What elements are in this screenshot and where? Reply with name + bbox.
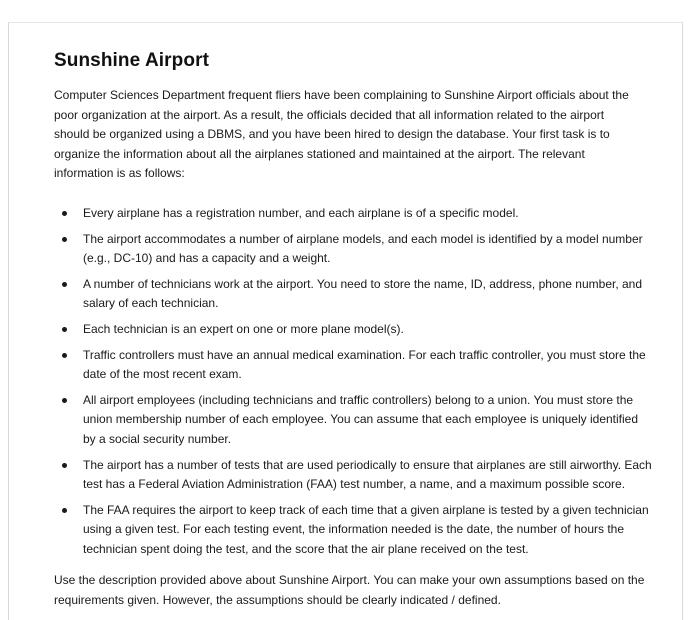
list-item-text: The FAA requires the airport to keep track of each time that a given airplane is tested by a given technician using a given test. For each testing event, the information needed is the date, the number of hours the technician spent doing the test, and the score that the air plane received on the test. [83,502,649,556]
list-item-text: A number of technicians work at the airport. You need to store the name, ID, address, phone number, and salary of each technician. [83,276,643,311]
list-item [54,501,654,560]
list-item-text: Every airplane has a registration number, and each airplane is of a specific model. [83,206,519,220]
intro-paragraph: Computer Sciences Department frequent fliers have been complaining to Sunshine Airport officials about the poor organization at the airport. As a result, the officials decided that all information related to the airport should be organized using a DBMS, and you have been hired to design the database. Your first task is to organize the information about all the airplanes stationed and maintained at the airport. The relevant information is as follows: [54,88,629,181]
bullet-icon [62,353,67,358]
list-item-text: Traffic controllers must have an annual medical examination. For each traffic controller, you must store the date of the most recent exam. [83,347,646,382]
list-item-text: The airport has a number of tests that are used periodically to ensure that airplanes are still airworthy. Each test has a Federal Aviation Administration (FAA) test number, a name, and a maximum possible score. [83,457,652,492]
bullet-icon [62,211,67,216]
list-item [54,346,654,385]
closing-paragraph: Use the description provided above about Sunshine Airport. You can make your own assumptions based on the requirements given. However, the assumptions should be clearly indicated / defined. [54,573,645,607]
list-item [54,320,654,340]
list-item-text: Each technician is an expert on one or more plane model(s). [83,321,404,336]
bullet-icon [62,237,67,242]
document-title: Sunshine Airport [54,50,210,71]
list-item [54,230,654,269]
list-item [54,391,654,450]
list-item [54,204,654,224]
bullet-icon [62,398,67,403]
list-item [54,456,654,495]
list-item-text: All airport employees (including technicians and traffic controllers) belong to a union. You must store the union membership number of each employee. You can assume that each employee is uniquely identified by a social security number. [83,392,639,446]
bullet-icon [62,282,67,287]
requirements-list [54,204,654,566]
bullet-icon [62,463,67,468]
bullet-icon [62,327,67,332]
bullet-icon [62,508,67,513]
list-item [54,275,654,314]
list-item-text: The airport accommodates a number of airplane models, and each model is identified by a model number (e.g., DC-10) and has a capacity and a weight. [83,231,643,266]
